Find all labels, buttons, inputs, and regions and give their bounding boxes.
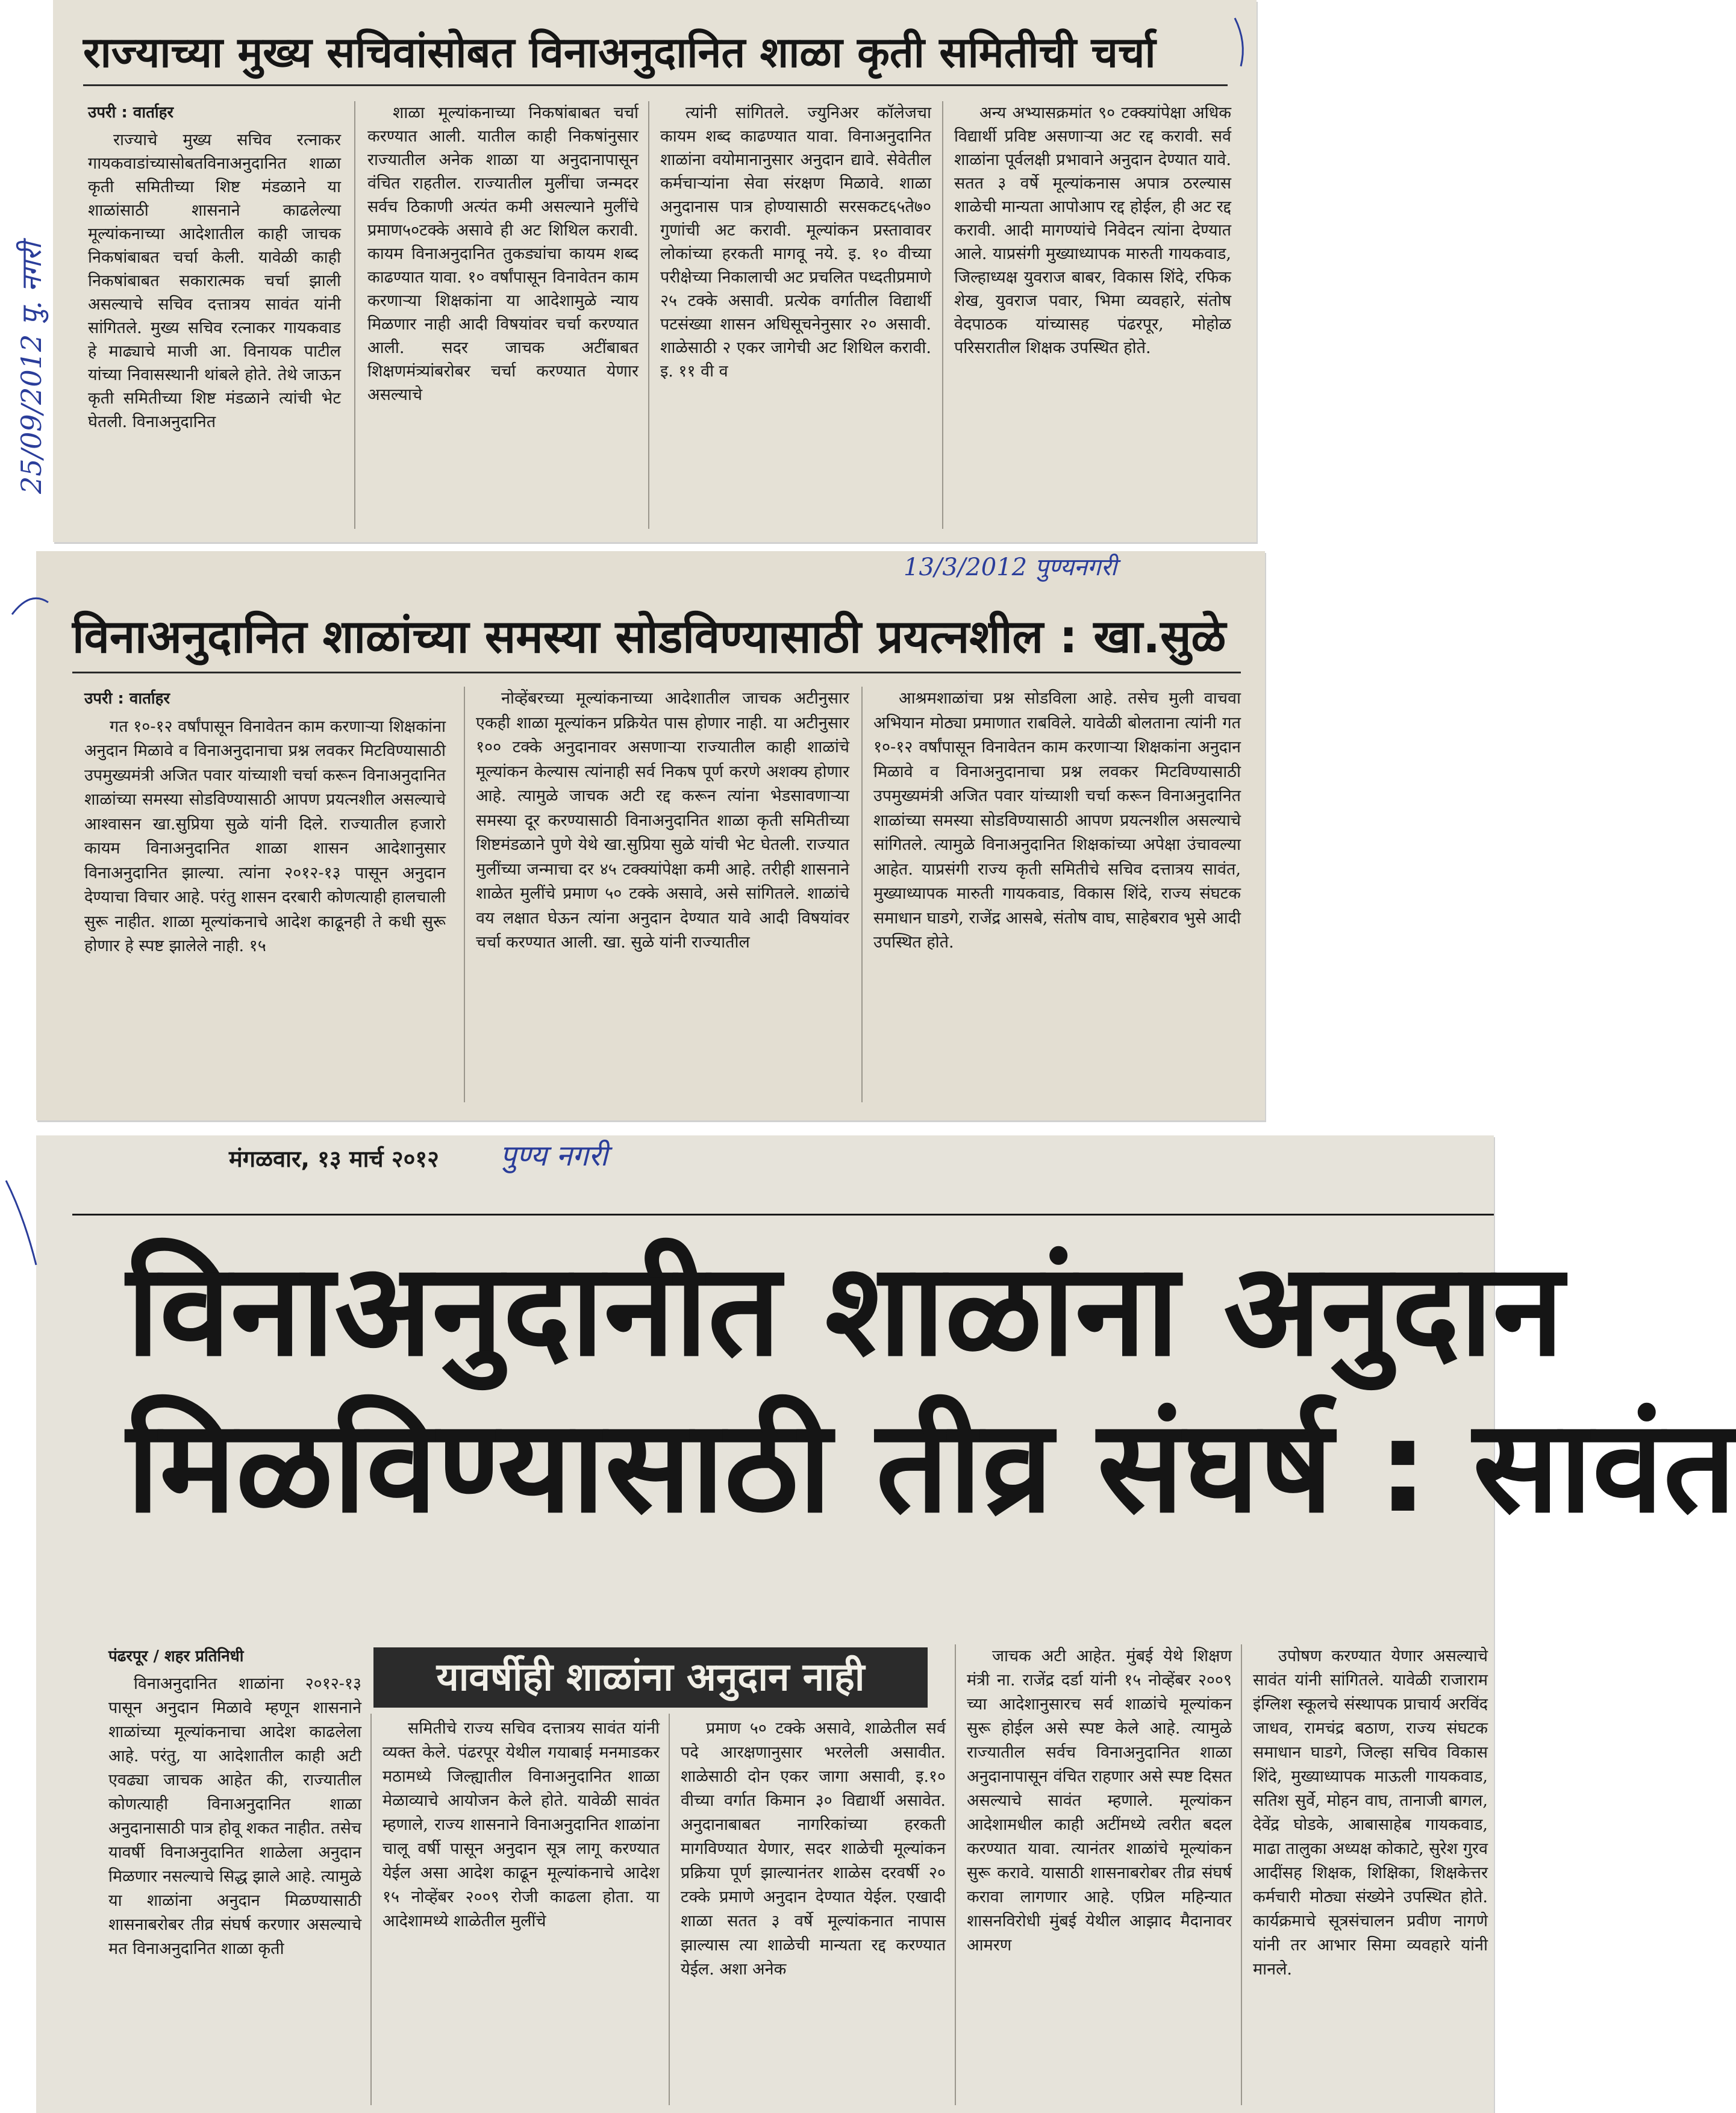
clipping-1-column-4 bbox=[954, 101, 1231, 535]
clipping-2 bbox=[36, 551, 1265, 1120]
clipping-1-headline: राज्याच्या मुख्य सचिवांसोबत विनाअनुदानित शाळा कृती समितीची चर्चा bbox=[83, 28, 1156, 77]
column-divider bbox=[464, 687, 465, 1102]
article-text: आश्रमशाळांचा प्रश्न सोडविला आहे. तसेच मुली वाचवा अभियान मोठ्या प्रमाणात राबविले. यावेळी बोलताना त्यांनी गत १०-१२ वर्षांपासून विनावेतन काम करणाऱ्या शिक्षकांना अनुदान मिळावे व विनाअनुदानाचा प्रश्न लवकर मिटविण्यासाठी उपमुख्यमंत्री अजित पवार यांच्याशी चर्चा करून विनाअनुदानित शाळांच्या समस्या सोडविण्यासाठी आपण प्रयत्नशील असल्याचे सांगितले. त्यामुळे विनाअनुदानित शिक्षकांच्या अपेक्षा उंचावल्या आहेत. याप्रसंगी राज्य कृती समितीचे सचिव दत्तात्रय सावंत, मुख्याध्यापक मारुती गायकवाड, विकास शिंदे, राज्य संघटक समाधान घाडगे, राजेंद्र आसबे, संतोष वाघ, साहेबराव भुसे आदी उपस्थित होते. bbox=[873, 689, 1241, 952]
column-divider bbox=[955, 1644, 956, 2105]
headline-rule bbox=[83, 84, 1228, 86]
clipping-2-headline: विनाअनुदानित शाळांच्या समस्या सोडविण्यासाठी प्रयत्नशील : खा.सुळे bbox=[72, 610, 1226, 663]
clipping-3-column-1 bbox=[108, 1644, 361, 2108]
article-text: अन्य अभ्यासक्रमांत ९० टक्क्यांपेक्षा अधिक विद्यार्थी प्रविष्ट असणाऱ्या अट रद्द करावी. सर्व शाळांना पूर्वलक्षी प्रभावाने अनुदान देण्यात यावे. सतत ३ वर्षे मूल्यांकनास अपात्र ठरल्यास शाळेची मान्यता आपोआप रद्द होईल, ही अट रद्द करावी. आदी मागण्यांचे निवेदन त्यांना देण्यात आले. याप्रसंगी मुख्याध्यापक मारुती गायकवाड, जिल्हाध्यक्ष युवराज बाबर, विकास शिंदे, रफिक शेख, युवराज पवार, भिमा व्यवहारे, संतोष वेदपाठक यांच्यासह पंढरपूर, मोहोळ परिसरातील शिक्षक उपस्थित होते. bbox=[954, 104, 1231, 357]
clipping-3 bbox=[36, 1135, 1736, 2113]
article-text: शाळा मूल्यांकनाच्या निकषांबाबत चर्चा करण्यात आली. यातील काही निकषांनुसार राज्यातील अनेक शाळा या अनुदानापासून वंचित राहतील. राज्यातील मुलींचा जन्मदर सर्वच ठिकाणी अत्यंत कमी असल्याने मुलींचे प्रमाण५०टक्के असावे ही अट शिथिल करावी. कायम विनाअनुदानित तुकड्यांचा कायम शब्द काढण्यात यावा. १० वर्षांपासून विनावेतन काम करणाऱ्या शिक्षकांना या आदेशामुळे न्याय मिळणार नाही आदी विषयांवर चर्चा करण्यात आली. सदर जाचक अटींबाबत शिक्षणमंत्र्यांबरोबर चर्चा करण्यात येणार असल्याचे bbox=[367, 104, 639, 404]
clipping-3-column-2 bbox=[382, 1717, 660, 2108]
article-text: विनाअनुदानित शाळांना २०१२-१३ पासून अनुदान मिळावे म्हणून शासनाने शाळांच्या मूल्यांकनाचा आदेश काढलेला आहे. परंतु, या आदेशातील काही अटी एवढ्या जाचक आहेत की, राज्यातील कोणत्याही विनाअनुदानित शाळा अनुदानासाठी पात्र होवू शकत नाहीत. तसेच यावर्षी विनाअनुदानित शाळेला अनुदान मिळणार नसल्याचे सिद्ध झाले आहे. त्यामुळे या शाळांना अनुदान मिळण्यासाठी शासनाबरोबर तीव्र संघर्ष करणार असल्याचे मत विनाअनुदानित शाळा कृती bbox=[108, 1674, 361, 1958]
article-text: समितीचे राज्य सचिव दत्तात्रय सावंत यांनी व्यक्त केले. पंढरपूर येथील गयाबाई मनमाडकर मठामध्ये जिल्ह्यातील विनाअनुदानित शाळा मेळाव्याचे आयोजन केले होते. यावेळी सावंत म्हणाले, राज्य शासनाने विनाअनुदानित शाळांना चालू वर्षी पासून अनुदान सूत्र लागू करण्यात येईल असा आदेश काढून मूल्यांकनाचे आदेश १५ नोव्हेंबर २००९ रोजी काढला होता. या आदेशामध्ये शाळेतील मुलींचे bbox=[382, 1719, 660, 1930]
article-text: त्यांनी सांगितले. ज्युनिअर कॉलेजचा कायम शब्द काढण्यात यावा. विनाअनुदानित शाळांना वयोमानानुसार अनुदान द्यावे. सेवेतील कर्मचाऱ्यांना सेवा संरक्षण मिळावे. शाळा अनुदानास पात्र होण्यासाठी सरसकट६५ते७० गुणांची अट करावी. मूल्यांकन प्रस्तावावर लोकांच्या हरकती मागवू नये. इ. १० वीच्या परीक्षेच्या निकालाची अट प्रचलित पध्दतीप्रमाणे २५ टक्के असावी. प्रत्येक वर्गातील विद्यार्थी पटसंख्या शासन अधिसूचनेनुसार २० असावी. शाळेसाठी २ एकर जागेची अट शिथिल करावी. इ. ११ वी व bbox=[660, 104, 931, 381]
byline: उपरी : वार्ताहर bbox=[88, 104, 174, 122]
article-text: राज्याचे मुख्य सचिव रत्नाकर गायकवाडांच्यासोबतविनाअनुदानित शाळा कृती समितीच्या शिष्ट मंडळाने या शाळांसाठी शासनाने काढलेल्या मूल्यांकनाच्या आदेशातील काही जाचक निकषांबाबत चर्चा केली. यावेळी काही निकषांबाबत सकारात्मक चर्चा झाली असल्याचे सचिव दत्तात्रय सावंत यांनी सांगितले. मुख्य सचिव रत्नाकर गायकवाड हे माढ्याचे माजी आ. विनायक पाटील यांच्या निवासस्थानी थांबले होते. तेथे जाऊन कृती समितीच्या शिष्ट मंडळाने त्यांची भेट घेतली. विनाअनुदानित bbox=[88, 131, 341, 431]
clipping-2-column-3 bbox=[873, 687, 1241, 1108]
clipping-3-column-4 bbox=[967, 1644, 1232, 2108]
clipping-1-column-1 bbox=[88, 101, 341, 535]
article-text: गत १०-१२ वर्षांपासून विनावेतन काम करणाऱ्या शिक्षकांना अनुदान मिळावे व विनाअनुदानाचा प्रश्न लवकर मिटविण्यासाठी उपमुख्यमंत्री अजित पवार यांच्याशी चर्चा करून विनाअनुदानित शाळांच्या समस्या सोडविण्यासाठी आपण प्रयत्नशील असल्याचे आश्वासन खा.सुप्रिया सुळे यांनी दिले. राज्यातील हजारो कायम विनाअनुदानित शाळा शासन आदेशानुसार विनाअनुदानित झाल्या. त्यांना २०१२-१३ पासून अनुदान देण्याचा विचार आहे. परंतु शासन दरबारी कोणत्याही हालचाली सुरू नाहीत. शाळा मूल्यांकनाचे आदेश काढूनही ते कधी सुरू होणार हे स्पष्ट झालेले नाही. १५ bbox=[84, 717, 446, 955]
clipping-1-column-2 bbox=[367, 101, 639, 535]
dateline: मंगळवार, १३ मार्च २०१२ bbox=[229, 1146, 439, 1172]
clipping-2-column-2 bbox=[476, 687, 849, 1108]
handwritten-date-note: 13/3/2012 पुण्यनगरी bbox=[904, 554, 1117, 581]
article-text: प्रमाण ५० टक्के असावे, शाळेतील सर्व पदे आरक्षणानुसार भरलेली असावीत. शाळेसाठी दोन एकर जागा असावी, इ.१० वीच्या वर्गात किमान ३० विद्यार्थी असावेत. अनुदानाबाबत नागरिकांच्या हरकती मागविण्यात येणार, सदर शाळेची मूल्यांकन प्रक्रिया पूर्ण झाल्यानंतर शाळेस दरवर्षी २० टक्के प्रमाणे अनुदान देण्यात येईल. एखादी शाळा सतत ३ वर्षे मूल्यांकनात नापास झाल्यास त्या शाळेची मान्यता रद्द करण्यात येईल. अशा अनेक bbox=[681, 1719, 946, 1979]
masthead-rule bbox=[72, 1214, 1494, 1216]
handwritten-date-note: 25/09/2012 पु. नगरी bbox=[15, 242, 48, 494]
article-text: जाचक अटी आहेत. मुंबई येथे शिक्षण मंत्री ना. राजेंद्र दर्डा यांनी १५ नोव्हेंबर २००९ च्या आदेशानुसारच सर्व शाळांचे मूल्यांकन सुरू होईल असे स्पष्ट केले आहे. त्यामुळे राज्यातील सर्वच विनाअनुदानित शाळा अनुदानापासून वंचित राहणार असे स्पष्ट दिसत असल्याचे सावंत म्हणाले. मूल्यांकन आदेशामधील काही अटींमध्ये त्वरीत बदल करण्यात यावा. त्यानंतर शाळांचे मूल्यांकन सुरू करावे. यासाठी शासनाबरोबर तीव्र संघर्ष करावा लागणार आहे. एप्रिल महिन्यात शासनविरोधी मुंबई येथील आझाद मैदानावर आमरण bbox=[967, 1647, 1232, 1955]
clipping-3-column-5 bbox=[1253, 1644, 1488, 2108]
subheadline-banner: यावर्षीही शाळांना अनुदान नाही bbox=[373, 1647, 928, 1708]
column-divider bbox=[861, 687, 863, 1102]
headline-line-2: मिळविण्यासाठी तीव्र संघर्ष : सावंत bbox=[126, 1392, 1736, 1541]
headline-rule bbox=[72, 672, 1241, 673]
clipping-2-column-1 bbox=[84, 687, 446, 1108]
column-divider bbox=[942, 101, 943, 529]
column-divider bbox=[648, 101, 649, 529]
byline: उपरी : वार्ताहर bbox=[84, 690, 170, 708]
byline: पंढरपूर / शहर प्रतिनिधी bbox=[108, 1647, 244, 1665]
headline-line-1: विनाअनुदानीत शाळांना अनुदान bbox=[126, 1235, 1564, 1384]
column-divider bbox=[1241, 1644, 1242, 2105]
article-text: नोव्हेंबरच्या मूल्यांकनाच्या आदेशातील जाचक अटीनुसार एकही शाळा मूल्यांकन प्रक्रियेत पास होणार नाही. या अटीनुसार १०० टक्के अनुदानावर असणाऱ्या राज्यातील काही शाळांचे मूल्यांकन केल्यास त्यांनाही सर्व निकष पूर्ण करणे अशक्य होणार आहे. त्यामुळे जाचक अटी रद्द करून त्यांना भेडसावणाऱ्या समस्या दूर करण्यासाठी विनाअनुदानित शाळा कृती समितीच्या शिष्टमंडळाने पुणे येथे खा.सुप्रिया सुळे यांची भेट घेतली. राज्यात मुलींच्या जन्माचा दर ४५ टक्क्यांपेक्षा कमी आहे. तरीही शासनाने शाळेत मुलींचे प्रमाण ५० टक्के असावे, असे सांगितले. शाळांचे वय लक्षात घेऊन त्यांना अनुदान देण्यात यावे आदी विषयांवर चर्चा करण्यात आली. खा. सुळे यांनी राज्यातील bbox=[476, 689, 849, 952]
column-divider bbox=[669, 1714, 670, 2105]
column-divider bbox=[354, 101, 355, 529]
clipping-1 bbox=[53, 0, 1257, 542]
handwritten-paper-name: पुण्य नगरी bbox=[500, 1139, 608, 1173]
clipping-1-column-3 bbox=[660, 101, 931, 535]
article-text: उपोषण करण्यात येणार असल्याचे सावंत यांनी सांगितले. यावेळी राजाराम इंग्लिश स्कूलचे संस्थापक प्राचार्य अरविंद जाधव, रामचंद्र बठाण, राज्य संघटक समाधान घाडगे, जिल्हा सचिव विकास शिंदे, मुख्याध्यापक माऊली गायकवाड, सतिश सुर्वे, मोहन वाघ, तानाजी बागल, देवेंद्र घोडके, आबासाहेब गायकवाड, माढा तालुका अध्यक्ष कोकाटे, सुरेश गुरव आदींसह शिक्षक, शिक्षिका, शिक्षकेत्तर कर्मचारी मोठ्या संख्येने उपस्थित होते. कार्यक्रमाचे सूत्रसंचालन प्रवीण नागणे यांनी तर आभार सिमा व्यवहारे यांनी मानले. bbox=[1253, 1647, 1488, 1979]
clipping-3-column-3 bbox=[681, 1717, 946, 2108]
column-divider bbox=[370, 1714, 372, 2105]
